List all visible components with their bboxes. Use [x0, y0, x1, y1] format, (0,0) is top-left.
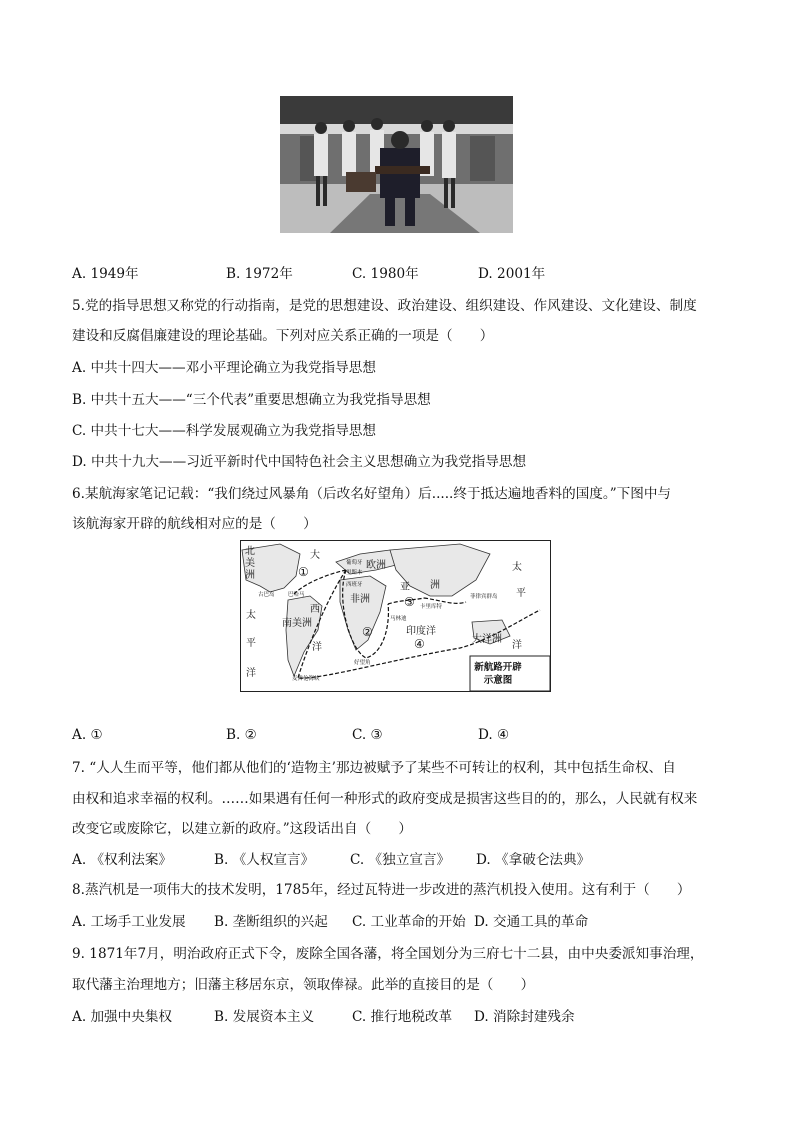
q8-option-c[interactable]: C. 工业革命的开始 [352, 914, 466, 930]
q4-option-d[interactable]: D. 2001年 [478, 266, 546, 282]
label-asia-ya: 亚 [400, 582, 410, 593]
label-atlantic-xi: 西 [310, 604, 320, 615]
q5-stem-line-2: 建设和反腐倡廉建设的理论基础。下列对应关系正确的一项是（ ） [72, 328, 494, 344]
label-north-3: 洲 [245, 570, 255, 581]
q5-option-a[interactable]: A. 中共十四大——邓小平理论确立为我党指导思想 [72, 360, 376, 376]
route-mark-1: ① [298, 565, 309, 579]
q5-option-b[interactable]: B. 中共十五大——“三个代表”重要思想确立为我党指导思想 [72, 392, 431, 408]
q6-option-c[interactable]: C. ③ [352, 727, 383, 743]
label-pacific-right-1: 太 [512, 562, 522, 573]
q4-option-c[interactable]: C. 1980年 [352, 266, 419, 282]
q7-stem-line-1: 7. “人人生而平等，他们都从他们的‘造物主’那边被赋予了某些不可转让的权利，其中包括生命权、自 [72, 760, 676, 776]
label-philippines: 菲律宾群岛 [470, 594, 498, 600]
label-pacific-left-2: 平 [246, 638, 256, 649]
q8-option-a[interactable]: A. 工场手工业发展 [72, 914, 186, 930]
label-atlantic-da: 大 [310, 550, 320, 561]
q7-stem-line-3: 改变它或废除它，以建立新的政府。”这段话出自（ ） [72, 821, 412, 837]
legend-title-1: 新航路开辟 [474, 662, 522, 673]
q4-option-a[interactable]: A. 1949年 [72, 266, 139, 282]
q9-stem-line-2: 取代藩主治理地方；旧藩主移居东京，领取俸禄。此举的直接目的是（ ） [72, 977, 535, 993]
q6-option-d[interactable]: D. ④ [478, 727, 510, 743]
q6-stem-line-1: 6.某航海家笔记记载：“我们绕过风暴角（后改名好望角）后.....终于抵达遍地香料的国度。”下图中与 [72, 486, 672, 502]
label-magellan: 麦哲伦海峡 [292, 676, 320, 682]
route-mark-2: ② [362, 625, 373, 639]
q8-option-d[interactable]: D. 交通工具的革命 [474, 914, 589, 930]
label-cuba: 古巴岛 [258, 592, 275, 598]
label-spain: 西班牙 [346, 582, 363, 588]
label-north-2: 美 [245, 558, 255, 569]
label-europe: 欧洲 [366, 560, 386, 571]
label-asia-zhou: 洲 [430, 580, 440, 591]
q5-stem-line-1: 5.党的指导思想又称党的行动指南，是党的思想建设、政治建设、组织建设、作风建设、文化建设、制度 [72, 298, 697, 314]
label-pacific-left-1: 太 [246, 610, 256, 621]
q7-option-b[interactable]: B. 《人权宣言》 [214, 852, 315, 868]
label-indian-ocean: 印度洋 [406, 626, 436, 637]
label-lisbon: 里斯本 [346, 570, 363, 576]
route-mark-4: ④ [414, 637, 425, 651]
label-atlantic-yang: 洋 [312, 642, 322, 653]
label-pacific-right-3b: 洋 [512, 640, 522, 651]
historical-photo [280, 96, 513, 233]
q5-option-c[interactable]: C. 中共十七大——科学发展观确立为我党指导思想 [72, 423, 377, 439]
q9-option-d[interactable]: D. 消除封建残余 [474, 1009, 575, 1025]
q7-option-d[interactable]: D. 《拿破仑法典》 [476, 852, 591, 868]
label-oceania: 大洋洲 [472, 634, 502, 645]
label-south-america: 南美洲 [282, 618, 312, 629]
q9-option-a[interactable]: A. 加强中央集权 [72, 1009, 173, 1025]
q7-option-c[interactable]: C. 《独立宣言》 [350, 852, 451, 868]
label-pacific-right-2: 平 [516, 588, 526, 599]
new-sea-routes-map [240, 540, 551, 692]
label-bahamas: 巴哈马 [288, 592, 305, 598]
label-calicut: 卡里库特 [420, 604, 443, 610]
label-good-hope: 好望角 [354, 660, 371, 666]
q7-option-a[interactable]: A. 《权利法案》 [72, 852, 173, 868]
q9-option-b[interactable]: B. 发展资本主义 [214, 1009, 315, 1025]
q5-option-d[interactable]: D. 中共十九大——习近平新时代中国特色社会主义思想确立为我党指导思想 [72, 454, 527, 470]
q8-option-b[interactable]: B. 垄断组织的兴起 [214, 914, 328, 930]
q4-option-b[interactable]: B. 1972年 [226, 266, 293, 282]
label-africa: 非洲 [350, 594, 370, 605]
q6-stem-line-2: 该航海家开辟的航线相对应的是（ ） [72, 516, 317, 532]
q9-option-c[interactable]: C. 推行地税改革 [352, 1009, 453, 1025]
q9-stem-line-1: 9. 1871年7月，明治政府正式下令，废除全国各藩，将全国划分为三府七十二县，由中央委派知事治理， [72, 946, 704, 962]
label-portugal: 葡萄牙 [346, 560, 363, 566]
q6-option-a[interactable]: A. ① [72, 727, 103, 743]
q6-option-b[interactable]: B. ② [226, 727, 257, 743]
route-mark-3: ③ [404, 595, 415, 609]
label-north-1: 北 [245, 546, 255, 557]
legend-title-2: 示意图 [483, 675, 513, 686]
q8-stem-line-1: 8.蒸汽机是一项伟大的技术发明，1785年，经过瓦特进一步改进的蒸汽机投入使用。这有利于（ ） [72, 882, 691, 898]
label-pacific-right-3: 洋 [246, 668, 256, 679]
q7-stem-line-2: 由权和追求幸福的权利。……如果遇有任何一种形式的政府变成是损害这些目的的，那么，人民就有权来 [72, 791, 698, 807]
label-malindi: 马林迪 [390, 616, 407, 622]
